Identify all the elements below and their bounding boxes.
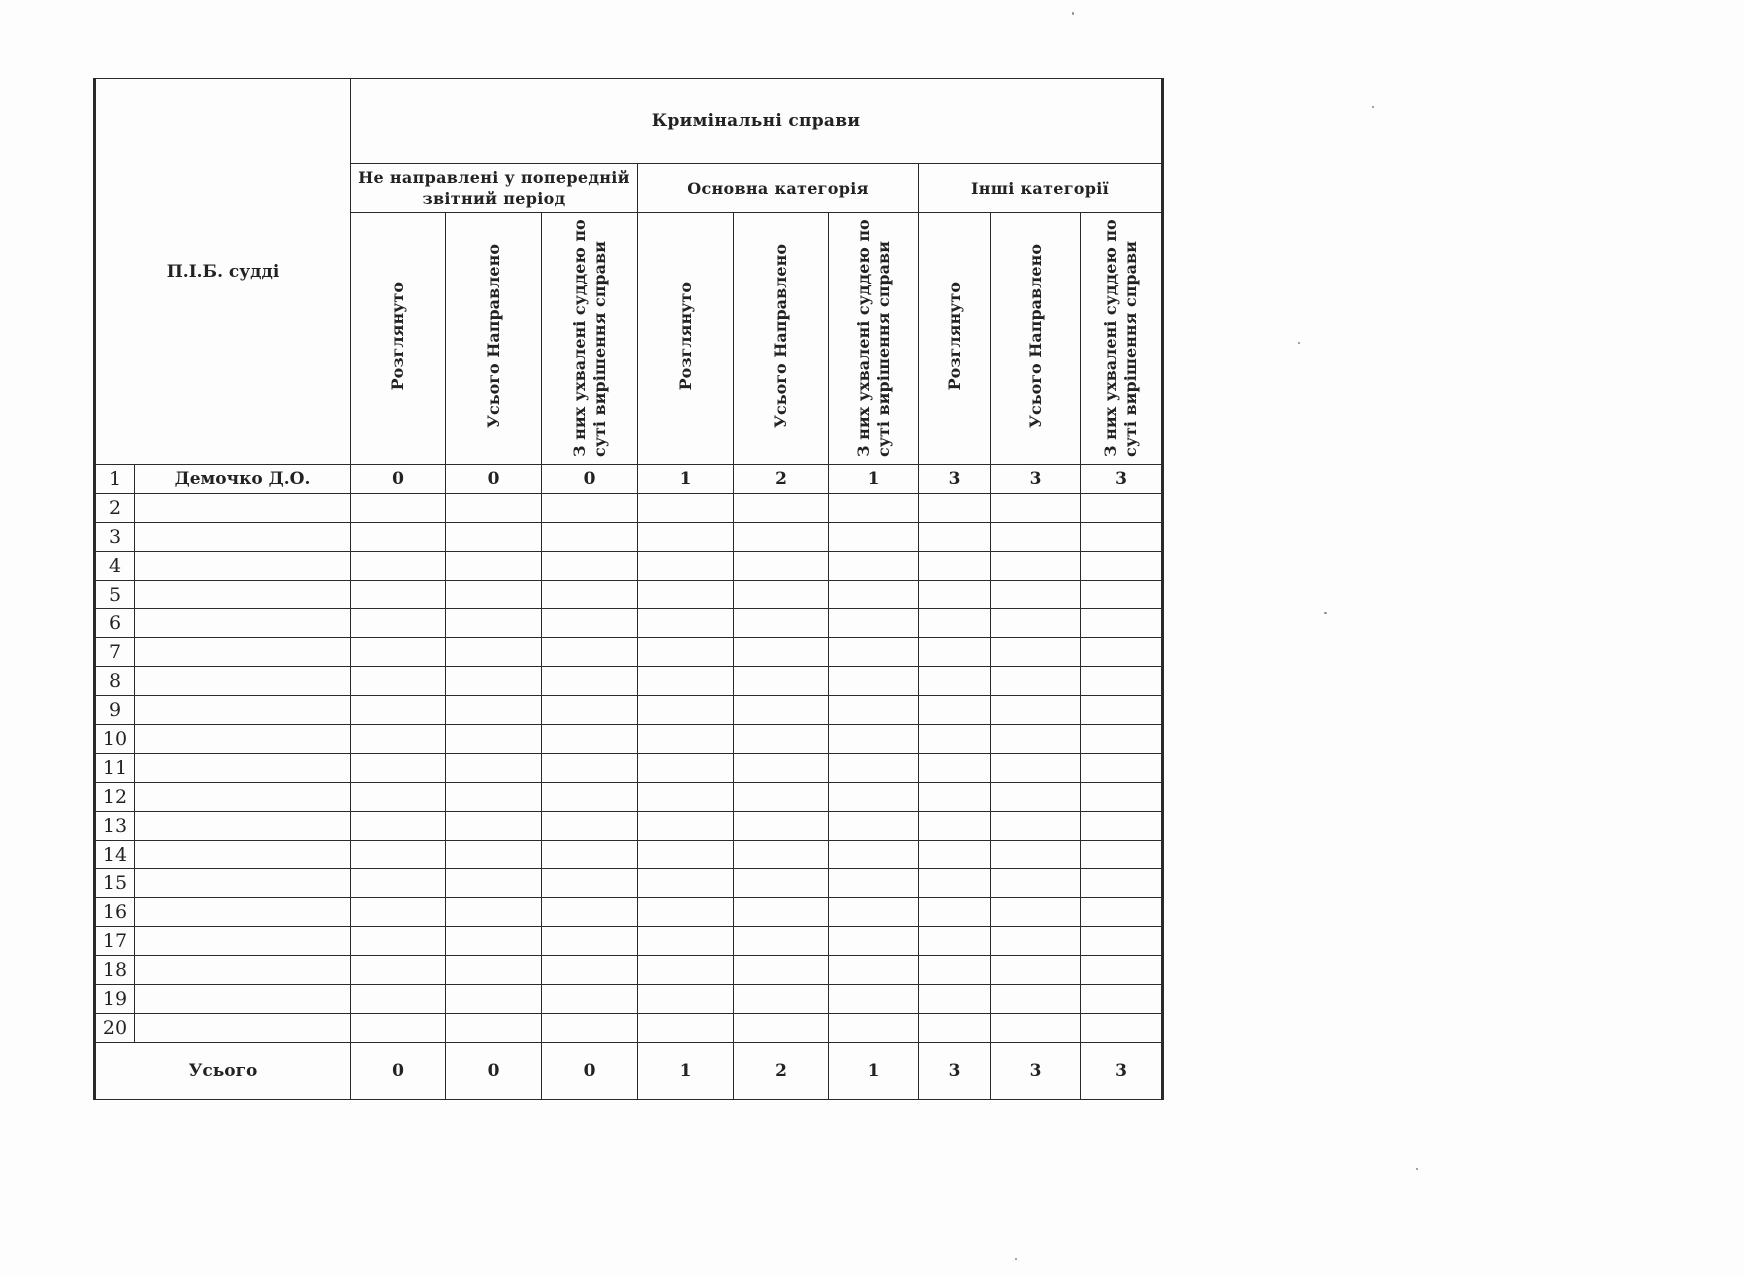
judge-name-cell: [135, 667, 351, 696]
value-cell: [991, 782, 1081, 811]
value-cell: [542, 782, 638, 811]
value-cell: [991, 551, 1081, 580]
value-cell: [351, 667, 446, 696]
judge-name-cell: [135, 956, 351, 985]
value-cell: [991, 609, 1081, 638]
value-cell: 3: [991, 465, 1081, 494]
value-cell: [1081, 811, 1163, 840]
judge-name-cell: [135, 638, 351, 667]
value-cell: [829, 696, 919, 725]
row-number: 20: [95, 1013, 135, 1042]
table-row: [95, 493, 1163, 522]
value-cell: [542, 522, 638, 551]
value-cell: [638, 638, 734, 667]
column-header-label: Розглянуто: [944, 282, 964, 391]
column-header: [542, 213, 638, 465]
value-cell: [446, 522, 542, 551]
value-cell: [638, 725, 734, 754]
table-row: [95, 465, 1163, 494]
row-number: 18: [95, 956, 135, 985]
judge-name-cell: [135, 1013, 351, 1042]
row-number: 12: [95, 782, 135, 811]
value-cell: [638, 522, 734, 551]
scan-speck: [1072, 12, 1074, 15]
value-cell: [446, 1013, 542, 1042]
value-cell: [829, 580, 919, 609]
value-cell: [1081, 493, 1163, 522]
row-number: 5: [95, 580, 135, 609]
value-cell: [734, 1013, 829, 1042]
value-cell: [446, 493, 542, 522]
value-cell: [446, 580, 542, 609]
judge-name-cell: [135, 869, 351, 898]
value-cell: [351, 811, 446, 840]
table-row: [95, 580, 1163, 609]
value-cell: 0: [446, 465, 542, 494]
value-cell: [351, 1013, 446, 1042]
judge-name-cell: Демочко Д.О.: [135, 465, 351, 494]
judge-name-cell: [135, 898, 351, 927]
value-cell: [734, 638, 829, 667]
value-cell: [542, 753, 638, 782]
row-number: 15: [95, 869, 135, 898]
value-cell: [991, 667, 1081, 696]
value-cell: [919, 927, 991, 956]
table-row: [95, 725, 1163, 754]
value-cell: [734, 696, 829, 725]
judge-name-cell: [135, 522, 351, 551]
value-cell: [542, 667, 638, 696]
group-header-not-sent-previous-period: Не направлені у попередній звітний період: [351, 164, 638, 213]
value-cell: [446, 667, 542, 696]
value-cell: [919, 782, 991, 811]
value-cell: [991, 898, 1081, 927]
value-cell: [542, 985, 638, 1014]
value-cell: [734, 985, 829, 1014]
value-cell: [638, 811, 734, 840]
value-cell: [638, 696, 734, 725]
value-cell: [829, 725, 919, 754]
value-cell: [919, 493, 991, 522]
value-cell: [1081, 782, 1163, 811]
value-cell: [351, 782, 446, 811]
value-cell: [919, 522, 991, 551]
value-cell: [991, 493, 1081, 522]
value-cell: [829, 753, 919, 782]
value-cell: [446, 985, 542, 1014]
value-cell: [351, 580, 446, 609]
value-cell: [734, 753, 829, 782]
value-cell: [351, 638, 446, 667]
row-number: 16: [95, 898, 135, 927]
value-cell: [542, 493, 638, 522]
value-cell: [638, 609, 734, 638]
value-cell: [351, 609, 446, 638]
judge-name-cell: [135, 696, 351, 725]
value-cell: [446, 609, 542, 638]
value-cell: [919, 580, 991, 609]
value-cell: [919, 725, 991, 754]
value-cell: [919, 609, 991, 638]
column-header: [638, 213, 734, 465]
value-cell: [734, 522, 829, 551]
value-cell: [1081, 638, 1163, 667]
value-cell: [734, 725, 829, 754]
row-number: 8: [95, 667, 135, 696]
scan-speck: [1416, 1168, 1418, 1170]
value-cell: [1081, 696, 1163, 725]
column-header: [446, 213, 542, 465]
value-cell: [829, 985, 919, 1014]
column-header: [734, 213, 829, 465]
judge-name-cell: [135, 811, 351, 840]
value-cell: [446, 927, 542, 956]
value-cell: [351, 840, 446, 869]
total-value-cell: 3: [919, 1042, 991, 1099]
total-value-cell: 3: [1081, 1042, 1163, 1099]
table-row: [95, 1013, 1163, 1042]
value-cell: [829, 1013, 919, 1042]
value-cell: [829, 840, 919, 869]
judge-name-cell: [135, 927, 351, 956]
judge-name-cell: [135, 609, 351, 638]
table-row: [95, 638, 1163, 667]
value-cell: [542, 725, 638, 754]
value-cell: [1081, 551, 1163, 580]
row-number: 6: [95, 609, 135, 638]
value-cell: [734, 898, 829, 927]
value-cell: [991, 1013, 1081, 1042]
value-cell: [1081, 869, 1163, 898]
value-cell: [446, 811, 542, 840]
table-row: [95, 927, 1163, 956]
criminal-cases-report-table: [93, 78, 1164, 1100]
value-cell: [919, 1013, 991, 1042]
total-value-cell: 3: [991, 1042, 1081, 1099]
value-cell: [1081, 753, 1163, 782]
value-cell: [1081, 580, 1163, 609]
value-cell: [734, 551, 829, 580]
value-cell: [991, 869, 1081, 898]
value-cell: [734, 609, 829, 638]
value-cell: [446, 753, 542, 782]
value-cell: [991, 753, 1081, 782]
value-cell: [919, 956, 991, 985]
row-number: 19: [95, 985, 135, 1014]
value-cell: [638, 985, 734, 1014]
column-header: [351, 213, 446, 465]
value-cell: [542, 696, 638, 725]
table-row: [95, 753, 1163, 782]
row-number: 7: [95, 638, 135, 667]
value-cell: [734, 927, 829, 956]
value-cell: [1081, 927, 1163, 956]
value-cell: [991, 580, 1081, 609]
value-cell: [1081, 956, 1163, 985]
value-cell: [1081, 667, 1163, 696]
table-row: [95, 667, 1163, 696]
value-cell: [351, 551, 446, 580]
scan-speck: [1372, 106, 1374, 108]
value-cell: [829, 638, 919, 667]
value-cell: 1: [829, 465, 919, 494]
value-cell: [1081, 1013, 1163, 1042]
value-cell: [734, 580, 829, 609]
value-cell: [919, 985, 991, 1014]
value-cell: [734, 956, 829, 985]
row-number: 4: [95, 551, 135, 580]
value-cell: [542, 551, 638, 580]
value-cell: [734, 811, 829, 840]
scan-speck: [1298, 342, 1300, 344]
row-number: 10: [95, 725, 135, 754]
column-header: [829, 213, 919, 465]
value-cell: [919, 638, 991, 667]
column-header: [1081, 213, 1163, 465]
column-header-label: Розглянуто: [675, 282, 695, 391]
value-cell: [638, 840, 734, 869]
value-cell: [734, 869, 829, 898]
value-cell: [351, 898, 446, 927]
value-cell: [351, 753, 446, 782]
value-cell: [919, 753, 991, 782]
group-header-main-category: Основна категорія: [638, 164, 919, 213]
value-cell: [829, 869, 919, 898]
value-cell: [351, 985, 446, 1014]
row-number: 2: [95, 493, 135, 522]
value-cell: 3: [919, 465, 991, 494]
value-cell: [829, 782, 919, 811]
column-header-label: Розглянуто: [388, 282, 407, 391]
value-cell: [919, 696, 991, 725]
value-cell: [542, 840, 638, 869]
value-cell: [446, 782, 542, 811]
total-value-cell: 0: [542, 1042, 638, 1099]
value-cell: [542, 898, 638, 927]
value-cell: [829, 609, 919, 638]
value-cell: [734, 782, 829, 811]
column-header-label: Усього Направлено: [483, 244, 503, 429]
judge-name-cell: [135, 725, 351, 754]
value-cell: [638, 898, 734, 927]
row-number: 17: [95, 927, 135, 956]
judge-name-header: П.І.Б. судді: [95, 79, 351, 465]
judge-name-cell: [135, 551, 351, 580]
row-number: 1: [95, 465, 135, 494]
value-cell: [446, 696, 542, 725]
value-cell: [446, 725, 542, 754]
value-cell: [351, 696, 446, 725]
total-value-cell: 1: [638, 1042, 734, 1099]
value-cell: [829, 551, 919, 580]
value-cell: [829, 898, 919, 927]
value-cell: [991, 956, 1081, 985]
value-cell: [991, 696, 1081, 725]
value-cell: [638, 551, 734, 580]
row-number: 9: [95, 696, 135, 725]
judge-name-cell: [135, 782, 351, 811]
total-value-cell: 2: [734, 1042, 829, 1099]
value-cell: [829, 956, 919, 985]
table-row: [95, 985, 1163, 1014]
table-row: [95, 840, 1163, 869]
row-number: 11: [95, 753, 135, 782]
value-cell: [919, 840, 991, 869]
value-cell: [446, 869, 542, 898]
row-number: 13: [95, 811, 135, 840]
value-cell: [351, 493, 446, 522]
value-cell: [829, 667, 919, 696]
value-cell: [542, 609, 638, 638]
value-cell: [542, 638, 638, 667]
total-value-cell: 1: [829, 1042, 919, 1099]
value-cell: [1081, 898, 1163, 927]
value-cell: [919, 551, 991, 580]
group-header-other-categories: Інші категорії: [919, 164, 1163, 213]
value-cell: [734, 840, 829, 869]
value-cell: [919, 811, 991, 840]
table-row: [95, 696, 1163, 725]
table-row: [95, 811, 1163, 840]
total-row: [95, 1042, 1163, 1099]
value-cell: [446, 956, 542, 985]
value-cell: [446, 840, 542, 869]
value-cell: [351, 869, 446, 898]
value-cell: [991, 725, 1081, 754]
value-cell: 1: [638, 465, 734, 494]
column-header-label: Усього Направлено: [771, 244, 790, 429]
value-cell: [991, 840, 1081, 869]
value-cell: [1081, 840, 1163, 869]
value-cell: [734, 667, 829, 696]
table-row: [95, 782, 1163, 811]
value-cell: [734, 493, 829, 522]
value-cell: [542, 580, 638, 609]
judge-name-cell: [135, 985, 351, 1014]
table-row: [95, 609, 1163, 638]
judge-name-cell: [135, 840, 351, 869]
value-cell: 0: [351, 465, 446, 494]
value-cell: [829, 522, 919, 551]
value-cell: [638, 869, 734, 898]
value-cell: [542, 956, 638, 985]
row-number: 14: [95, 840, 135, 869]
value-cell: [542, 927, 638, 956]
value-cell: [1081, 522, 1163, 551]
value-cell: [829, 493, 919, 522]
value-cell: [351, 725, 446, 754]
value-cell: [542, 811, 638, 840]
value-cell: [991, 985, 1081, 1014]
table-row: [95, 898, 1163, 927]
table-title: Кримінальні справи: [351, 79, 1163, 164]
value-cell: [919, 898, 991, 927]
table-row: [95, 956, 1163, 985]
value-cell: [919, 667, 991, 696]
column-header-label: Усього Направлено: [1025, 244, 1045, 429]
value-cell: [829, 927, 919, 956]
value-cell: [991, 522, 1081, 551]
value-cell: [542, 1013, 638, 1042]
value-cell: [351, 927, 446, 956]
value-cell: 2: [734, 465, 829, 494]
value-cell: 3: [1081, 465, 1163, 494]
value-cell: [446, 551, 542, 580]
column-header-label: З них ухвалені суддею по суті вирішення справи: [1101, 218, 1140, 457]
total-label: Усього: [95, 1042, 351, 1099]
column-header-label: З них ухвалені суддею по суті вирішення справи: [853, 218, 893, 457]
value-cell: [638, 753, 734, 782]
column-header-label: З них ухвалені суддею по суті вирішення справи: [569, 218, 609, 457]
value-cell: [446, 898, 542, 927]
value-cell: [638, 927, 734, 956]
value-cell: [542, 869, 638, 898]
total-value-cell: 0: [446, 1042, 542, 1099]
judge-name-cell: [135, 580, 351, 609]
table-row: [95, 551, 1163, 580]
value-cell: [1081, 609, 1163, 638]
judge-name-cell: [135, 753, 351, 782]
table-row: [95, 522, 1163, 551]
value-cell: [351, 956, 446, 985]
value-cell: [638, 956, 734, 985]
value-cell: [829, 811, 919, 840]
total-value-cell: 0: [351, 1042, 446, 1099]
value-cell: [991, 811, 1081, 840]
scan-speck: [1324, 612, 1327, 614]
value-cell: [1081, 725, 1163, 754]
table-row: [95, 869, 1163, 898]
judge-name-cell: [135, 493, 351, 522]
value-cell: [991, 927, 1081, 956]
value-cell: [919, 869, 991, 898]
value-cell: 0: [542, 465, 638, 494]
value-cell: [638, 493, 734, 522]
value-cell: [638, 782, 734, 811]
value-cell: [351, 522, 446, 551]
row-number: 3: [95, 522, 135, 551]
value-cell: [446, 638, 542, 667]
value-cell: [638, 667, 734, 696]
value-cell: [638, 1013, 734, 1042]
column-header: [919, 213, 991, 465]
column-header: [991, 213, 1081, 465]
value-cell: [991, 638, 1081, 667]
scan-speck: [1015, 1258, 1017, 1260]
value-cell: [638, 580, 734, 609]
value-cell: [1081, 985, 1163, 1014]
